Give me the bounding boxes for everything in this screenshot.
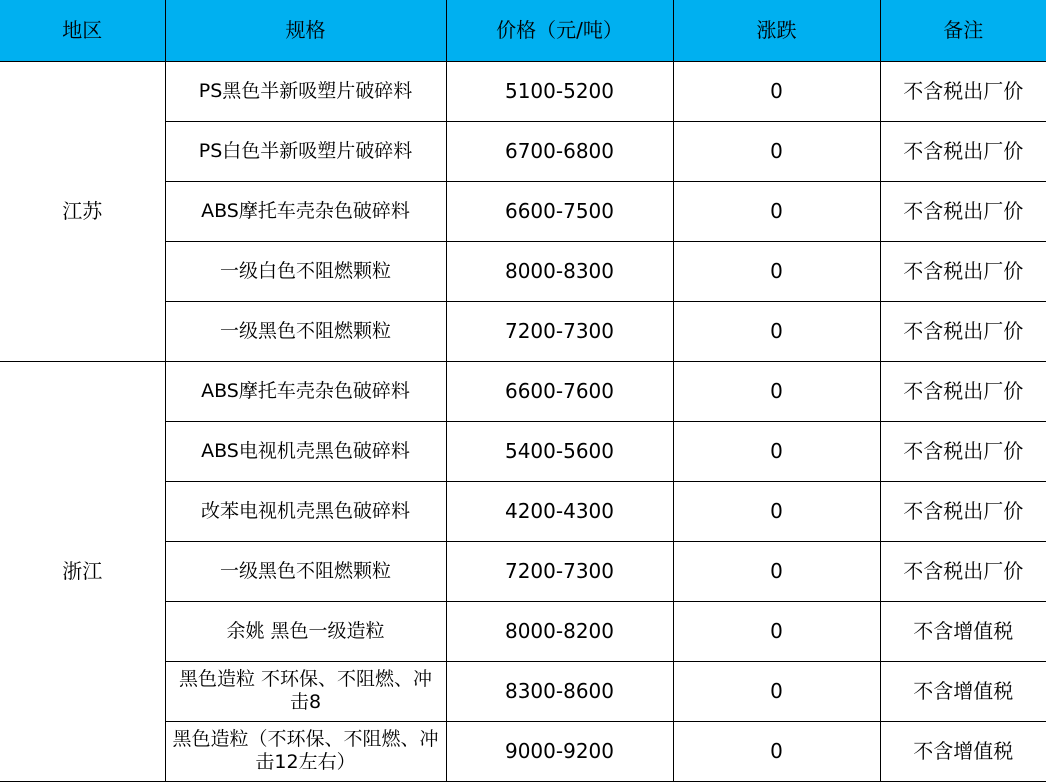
price-cell: 5100-5200 — [446, 61, 673, 121]
note-cell: 不含税出厂价 — [880, 121, 1046, 181]
price-cell: 8000-8300 — [446, 241, 673, 301]
spec-cell: 改苯电视机壳黑色破碎料 — [165, 481, 446, 541]
note-cell: 不含增值税 — [880, 601, 1046, 661]
price-cell: 6600-7500 — [446, 181, 673, 241]
spec-cell: PS白色半新吸塑片破碎料 — [165, 121, 446, 181]
region-cell-zhejiang: 浙江 — [0, 361, 165, 781]
change-cell: 0 — [673, 241, 880, 301]
note-cell: 不含增值税 — [880, 721, 1046, 781]
price-cell: 4200-4300 — [446, 481, 673, 541]
note-cell: 不含增值税 — [880, 661, 1046, 721]
price-cell: 7200-7300 — [446, 541, 673, 601]
change-cell: 0 — [673, 721, 880, 781]
change-cell: 0 — [673, 181, 880, 241]
header-row — [0, 0, 1046, 61]
spec-cell: PS黑色半新吸塑片破碎料 — [165, 61, 446, 121]
note-cell: 不含税出厂价 — [880, 541, 1046, 601]
table-row — [0, 61, 1046, 121]
note-cell: 不含税出厂价 — [880, 361, 1046, 421]
table-header — [0, 0, 1046, 61]
note-cell: 不含税出厂价 — [880, 301, 1046, 361]
region-cell-jiangsu: 江苏 — [0, 61, 165, 361]
header-price: 价格（元/吨） — [446, 0, 673, 61]
header-region: 地区 — [0, 0, 165, 61]
spec-cell: 余姚 黑色一级造粒 — [165, 601, 446, 661]
spec-cell: 一级白色不阻燃颗粒 — [165, 241, 446, 301]
header-change: 涨跌 — [673, 0, 880, 61]
spec-cell: ABS电视机壳黑色破碎料 — [165, 421, 446, 481]
price-cell: 5400-5600 — [446, 421, 673, 481]
change-cell: 0 — [673, 61, 880, 121]
note-cell: 不含税出厂价 — [880, 181, 1046, 241]
change-cell: 0 — [673, 661, 880, 721]
header-spec: 规格 — [165, 0, 446, 61]
price-cell: 7200-7300 — [446, 301, 673, 361]
spec-cell: ABS摩托车壳杂色破碎料 — [165, 361, 446, 421]
note-cell: 不含税出厂价 — [880, 421, 1046, 481]
price-cell: 6600-7600 — [446, 361, 673, 421]
header-note: 备注 — [880, 0, 1046, 61]
change-cell: 0 — [673, 541, 880, 601]
spec-cell: 一级黑色不阻燃颗粒 — [165, 541, 446, 601]
note-cell: 不含税出厂价 — [880, 61, 1046, 121]
change-cell: 0 — [673, 121, 880, 181]
table-row — [0, 361, 1046, 421]
price-cell: 8300-8600 — [446, 661, 673, 721]
price-cell: 8000-8200 — [446, 601, 673, 661]
price-cell: 9000-9200 — [446, 721, 673, 781]
spec-cell: 黑色造粒 不环保、不阻燃、冲击8 — [165, 661, 446, 721]
spec-cell: ABS摩托车壳杂色破碎料 — [165, 181, 446, 241]
spec-cell: 黑色造粒（不环保、不阻燃、冲击12左右） — [165, 721, 446, 781]
price-cell: 6700-6800 — [446, 121, 673, 181]
change-cell: 0 — [673, 421, 880, 481]
change-cell: 0 — [673, 601, 880, 661]
change-cell: 0 — [673, 481, 880, 541]
note-cell: 不含税出厂价 — [880, 481, 1046, 541]
change-cell: 0 — [673, 301, 880, 361]
table-body — [0, 61, 1046, 781]
spec-cell: 一级黑色不阻燃颗粒 — [165, 301, 446, 361]
note-cell: 不含税出厂价 — [880, 241, 1046, 301]
change-cell: 0 — [673, 361, 880, 421]
